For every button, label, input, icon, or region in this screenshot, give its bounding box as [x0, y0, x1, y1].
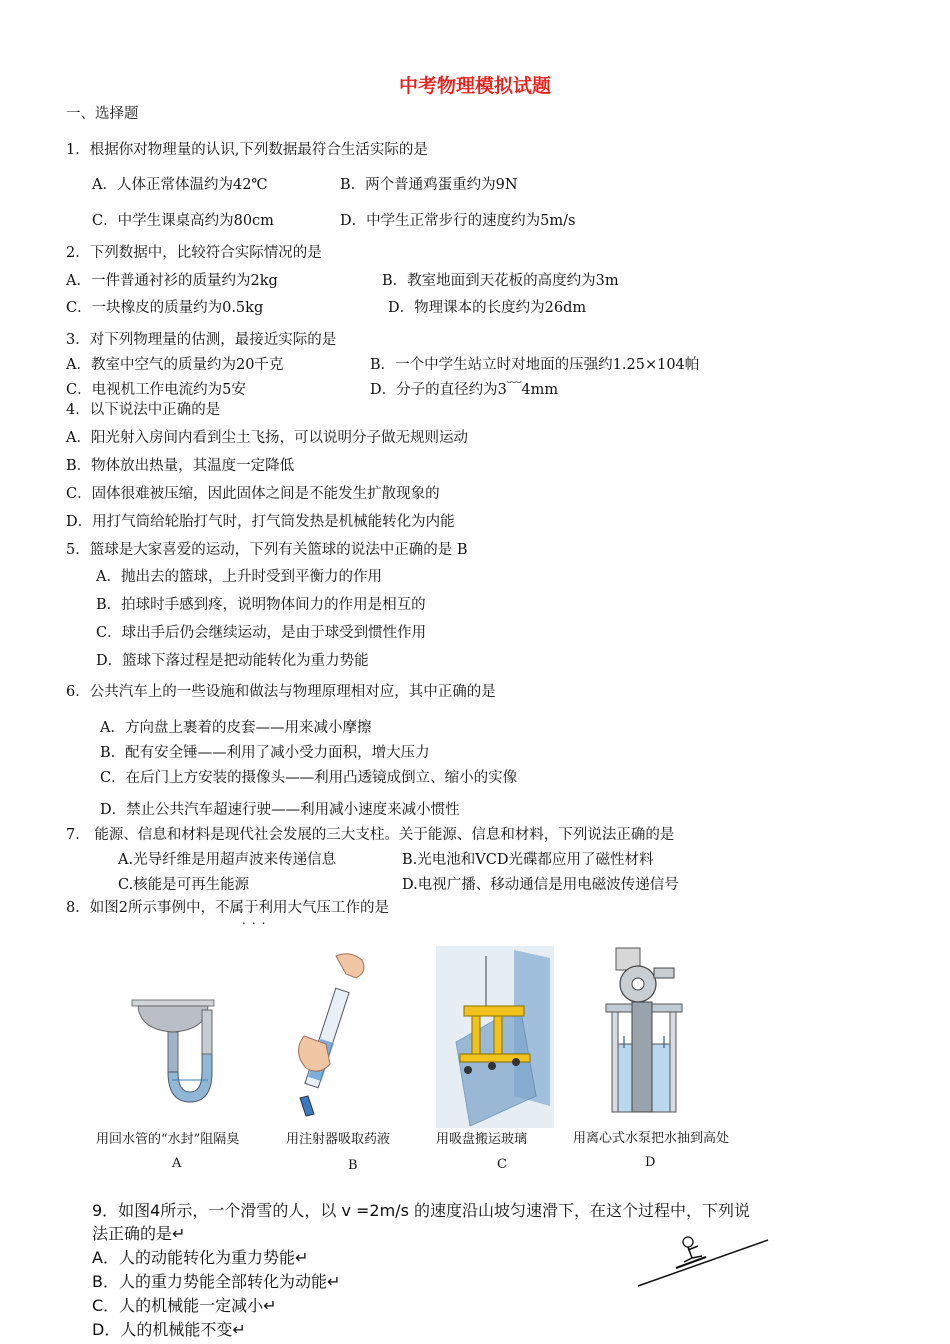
q5-option-d: D．篮球下落过程是把动能转化为重力势能 — [96, 653, 369, 669]
q2-option-d: D．物理课本的长度约为26dm — [388, 300, 587, 316]
q3-option-d: D．分子的直径约为3﹋4mm — [370, 382, 559, 398]
q3-option-b: B．一个中学生站立时对地面的压强约1.25×104帕 — [370, 357, 700, 373]
q9-option-d: D．人的机械能不变↵ — [92, 1320, 246, 1339]
q1-option-d: D．中学生正常步行的速度约为5m/s — [340, 213, 576, 229]
q9-option-b: B．人的重力势能全部转化为动能↵ — [92, 1272, 341, 1291]
q1-option-a: A．人体正常体温约为42℃ — [92, 177, 268, 193]
q5-option-a: A．抛出去的篮球，上升时受到平衡力的作用 — [96, 569, 382, 585]
q9-stem-line1: 9．如图4所示，一个滑雪的人，以 v =2m/s 的速度沿山坡匀速滑下，在这个过程中，下列说 — [92, 1201, 750, 1220]
q1-option-c: C．中学生课桌高约为80cm — [92, 213, 274, 229]
q1-option-b: B．两个普通鸡蛋重约为9N — [340, 177, 518, 193]
q7-option-b: B.光电池和VCD光碟都应用了磁性材料 — [402, 852, 654, 868]
figure-skier-slope — [636, 1232, 772, 1290]
q9-option-a: A．人的动能转化为重力势能↵ — [92, 1248, 309, 1267]
figure-d-label: D — [645, 1155, 656, 1170]
q7-option-d: D.电视广播、移动通信是用电磁波传递信号 — [402, 877, 679, 893]
q4-option-b: B．物体放出热量，其温度一定降低 — [66, 458, 295, 474]
figure-a-caption: 用回水管的“水封”阻隔臭 — [96, 1132, 240, 1147]
q3-stem: 3．对下列物理量的估测，最接近实际的是 — [66, 332, 337, 348]
q7-stem: 7． 能源、信息和材料是现代社会发展的三大支柱。关于能源、信息和材料，下列说法正确的是 — [66, 827, 675, 843]
q5-option-c: C．球出手后仍会继续运动，是由于球受到惯性作用 — [96, 625, 427, 641]
q3-option-a: A．教室中空气的质量约为20千克 — [66, 357, 284, 373]
q2-stem: 2．下列数据中，比较符合实际情况的是 — [66, 245, 322, 261]
figure-centrifugal-pump — [604, 944, 684, 1119]
figure-suction-cup-glass — [436, 946, 554, 1128]
figure-sink-trap — [128, 990, 218, 1120]
q9-option-c: C．人的机械能一定减小↵ — [92, 1296, 277, 1315]
page-title: 中考物理模拟试题 — [398, 75, 551, 97]
q6-option-d: D．禁止公共汽车超速行驶——利用减小速度来减小惯性 — [100, 802, 460, 818]
figure-syringe — [290, 948, 380, 1123]
figure-b-caption: 用注射器吸取药液 — [286, 1132, 391, 1147]
q2-option-b: B．教室地面到天花板的高度约为3m — [382, 273, 619, 289]
q2-option-c: C．一块橡皮的质量约为0.5kg — [66, 300, 264, 316]
q4-option-c: C．固体很难被压缩，因此固体之间是不能发生扩散现象的 — [66, 486, 440, 502]
q5-stem: 5．篮球是大家喜爱的运动，下列有关篮球的说法中正确的是 B — [66, 542, 468, 558]
figure-b-label: B — [348, 1158, 358, 1173]
section-heading: 一、选择题 — [66, 106, 139, 122]
q9-stem-line2: 法正确的是↵ — [92, 1224, 186, 1243]
figure-c-label: C — [497, 1157, 507, 1172]
figure-c-caption: 用吸盘搬运玻璃 — [436, 1132, 528, 1147]
q4-option-d: D．用打气筒给轮胎打气时，打气筒发热是机械能转化为内能 — [66, 514, 455, 530]
q6-stem: 6．公共汽车上的一些设施和做法与物理原理相对应，其中正确的是 — [66, 684, 496, 700]
figure-a-label: A — [172, 1156, 182, 1171]
q3-option-c: C．电视机工作电流约为5安 — [66, 382, 246, 398]
q2-option-a: A．一件普通衬衫的质量约为2kg — [66, 273, 278, 289]
figure-d-caption: 用离心式水泵把水抽到高处 — [573, 1131, 730, 1146]
q1-stem: 1．根据你对物理量的认识,下列数据最符合生活实际的是 — [66, 142, 428, 158]
q5-option-b: B．拍球时手感到疼，说明物体间力的作用是相互的 — [96, 597, 426, 613]
q6-option-a: A．方向盘上裹着的皮套——用来减小摩擦 — [100, 720, 372, 736]
q4-stem: 4．以下说法中正确的是 — [66, 402, 221, 418]
q7-option-c: C.核能是可再生能源 — [118, 877, 250, 893]
q6-option-b: B．配有安全锤——利用了减小受力面积，增大压力 — [100, 745, 430, 761]
q6-option-c: C．在后门上方安装的摄像头——利用凸透镜成倒立、缩小的实像 — [100, 770, 518, 786]
q4-option-a: A．阳光射入房间内看到尘土飞扬，可以说明分子做无规则运动 — [66, 430, 468, 446]
q8-stem: 8．如图2所示事例中，不属于利用大气压工作的是 — [66, 900, 389, 916]
q8-emphasis-dots: ... — [242, 913, 272, 927]
q7-option-a: A.光导纤维是用超声波来传递信息 — [118, 852, 337, 868]
